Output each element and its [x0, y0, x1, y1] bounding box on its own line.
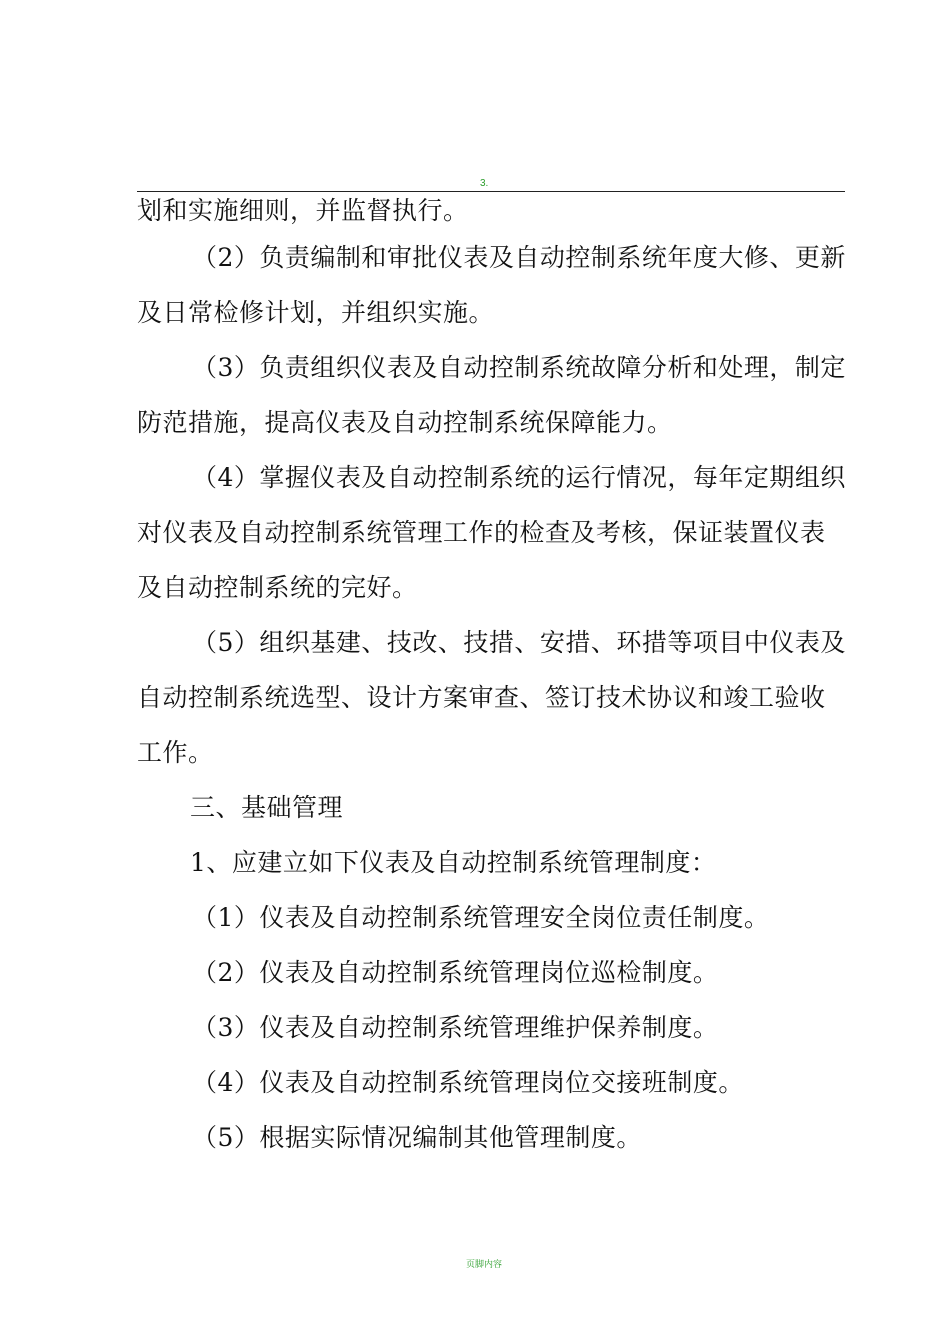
page-number-mark: 3. — [480, 178, 489, 189]
header-rule — [137, 191, 845, 192]
body-line: （3）负责组织仪表及自动控制系统故障分析和处理，制定 — [192, 353, 846, 382]
list-item: （4）仪表及自动控制系统管理岗位交接班制度。 — [192, 1068, 744, 1097]
list-item: （5）根据实际情况编制其他管理制度。 — [192, 1123, 642, 1152]
body-line: 自动控制系统选型、设计方案审查、签订技术协议和竣工验收 — [137, 683, 826, 712]
body-line: （4）掌握仪表及自动控制系统的运行情况，每年定期组织 — [192, 463, 846, 492]
body-line: （5）组织基建、技改、技措、安措、环措等项目中仪表及 — [192, 628, 846, 657]
body-line: 对仪表及自动控制系统管理工作的检查及考核，保证装置仪表 — [137, 518, 826, 547]
body-line: 及自动控制系统的完好。 — [137, 573, 418, 602]
body-line: 划和实施细则，并监督执行。 — [137, 196, 469, 225]
page-footer: 页脚内容 — [466, 1259, 503, 1269]
list-item: （1）仪表及自动控制系统管理安全岗位责任制度。 — [192, 903, 770, 932]
body-line: 防范措施，提高仪表及自动控制系统保障能力。 — [137, 408, 673, 437]
body-line: 及日常检修计划，并组织实施。 — [137, 298, 495, 327]
list-item: （2）仪表及自动控制系统管理岗位巡检制度。 — [192, 958, 719, 987]
body-line: （2）负责编制和审批仪表及自动控制系统年度大修、更新 — [192, 243, 846, 272]
body-line: 1、应建立如下仪表及自动控制系统管理制度： — [190, 848, 717, 877]
body-line: 工作。 — [137, 738, 214, 767]
section-heading: 三、基础管理 — [190, 793, 344, 822]
list-item: （3）仪表及自动控制系统管理维护保养制度。 — [192, 1013, 719, 1042]
